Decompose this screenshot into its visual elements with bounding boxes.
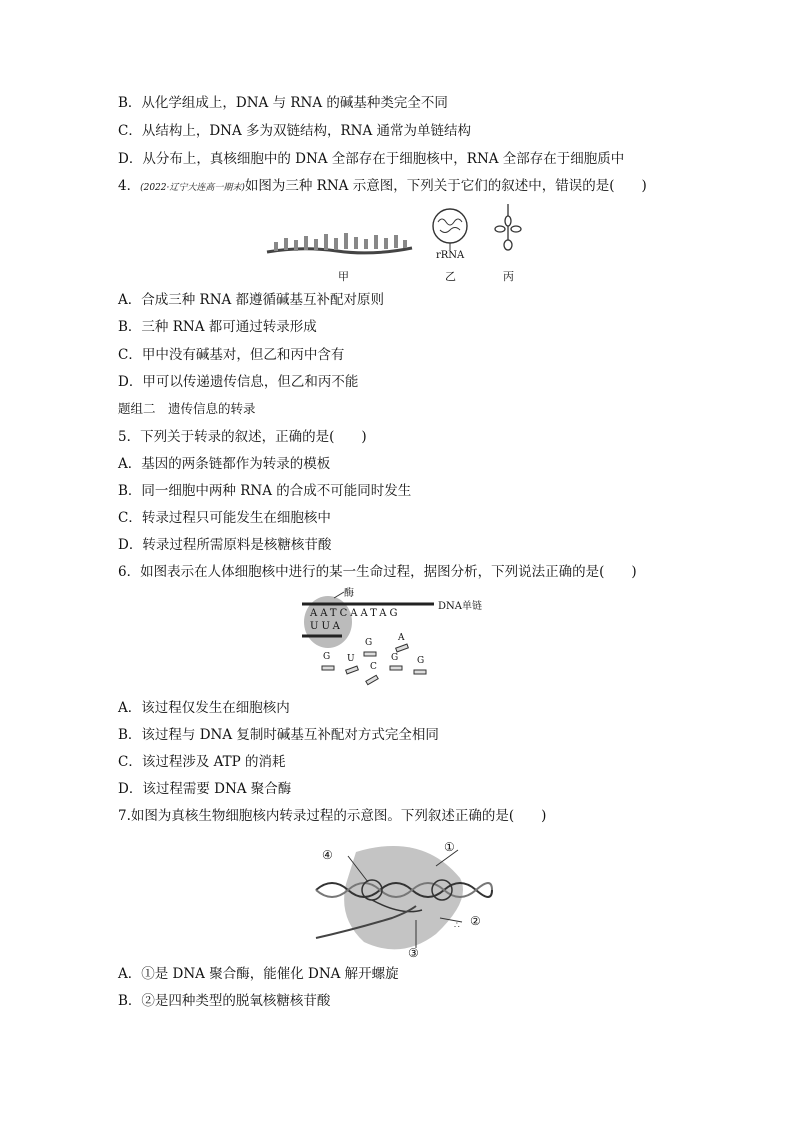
enzyme-label: 酶	[344, 588, 354, 599]
q5-option-d: D．转录过程所需原料是核糖核苷酸	[118, 537, 332, 553]
q4-option-b: B．三种 RNA 都可通过转录形成	[118, 319, 317, 335]
free-nucleotide: A	[398, 633, 405, 643]
rna-diagram	[262, 204, 542, 286]
q7-diagram	[312, 838, 512, 960]
q7-option-b: B．②是四种类型的脱氧核糖核苷酸	[118, 993, 331, 1009]
rrna-icon	[433, 209, 467, 250]
q4-stem	[118, 176, 647, 198]
q7-option-a: A．①是 DNA 聚合酶，能催化 DNA 解开螺旋	[118, 966, 399, 982]
svg-text:∴: ∴	[454, 921, 460, 931]
dna-strand-label: DNA单链	[438, 601, 482, 612]
q3-option-c: C．从结构上，DNA 多为双链结构，RNA 通常为单链结构	[118, 123, 472, 139]
q6-option-b: B．该过程与 DNA 复制时碱基互补配对方式完全相同	[118, 727, 439, 743]
q3-option-b: B．从化学组成上，DNA 与 RNA 的碱基种类完全不同	[118, 95, 448, 111]
marker-1: ①	[444, 840, 455, 854]
label-yi: 乙	[445, 270, 456, 283]
free-nucleotide: G	[323, 652, 331, 662]
q4-rna-figure	[262, 204, 542, 286]
q4-option-a: A．合成三种 RNA 都遵循碱基互补配对原则	[118, 292, 385, 308]
q6-stem: 6．如图表示在人体细胞核中进行的某一生命过程，据图分析，下列说法正确的是( )	[118, 564, 637, 580]
label-jia: 甲	[338, 270, 349, 283]
trna-icon	[495, 204, 521, 250]
q6-option-a: A．该过程仅发生在细胞核内	[118, 700, 290, 716]
q6-option-c: C．该过程涉及 ATP 的消耗	[118, 754, 286, 770]
rna-bases: UUA	[310, 621, 343, 632]
free-nucleotide: G	[365, 638, 373, 648]
marker-4: ④	[322, 848, 333, 862]
q7-stem: 7.如图为真核生物细胞核内转录过程的示意图。下列叙述正确的是( )	[118, 808, 547, 824]
q4-option-d: D．甲可以传递遗传信息，但乙和丙不能	[118, 374, 359, 390]
q4-text: 如图为三种 RNA 示意图，下列关于它们的叙述中，错误的是( )	[244, 178, 647, 194]
mrna-strand-icon	[267, 233, 412, 253]
q5-option-c: C．转录过程只可能发生在细胞核中	[118, 510, 331, 526]
marker-3: ③	[408, 946, 419, 960]
free-nucleotide: G	[417, 656, 425, 666]
q4-option-c: C．甲中没有碱基对，但乙和丙中含有	[118, 347, 345, 363]
free-nucleotide: C	[370, 662, 377, 672]
label-bing: 丙	[503, 270, 514, 283]
group-heading: 题组二 遗传信息的转录	[118, 401, 256, 416]
q5-stem: 5．下列关于转录的叙述，正确的是( )	[118, 429, 367, 445]
q5-option-a: A．基因的两条链都作为转录的模板	[118, 456, 331, 472]
q6-option-d: D．该过程需要 DNA 聚合酶	[118, 781, 292, 797]
q3-option-d: D．从分布上，真核细胞中的 DNA 全部存在于细胞核中，RNA 全部存在于细胞质中	[118, 151, 625, 167]
q7-transcription-figure	[312, 838, 512, 960]
template-bases: AATCAATAG	[310, 608, 401, 619]
q4-source: (2022·辽宁大连高一期末)	[140, 183, 245, 193]
q5-option-b: B．同一细胞中两种 RNA 的合成不可能同时发生	[118, 483, 412, 499]
q6-transcription-figure	[298, 590, 508, 686]
label-rrna: rRNA	[436, 250, 465, 261]
free-nucleotide: G	[391, 653, 399, 663]
q4-number: 4．	[118, 178, 141, 194]
marker-2: ②	[470, 914, 481, 928]
free-nucleotide: U	[347, 654, 355, 664]
